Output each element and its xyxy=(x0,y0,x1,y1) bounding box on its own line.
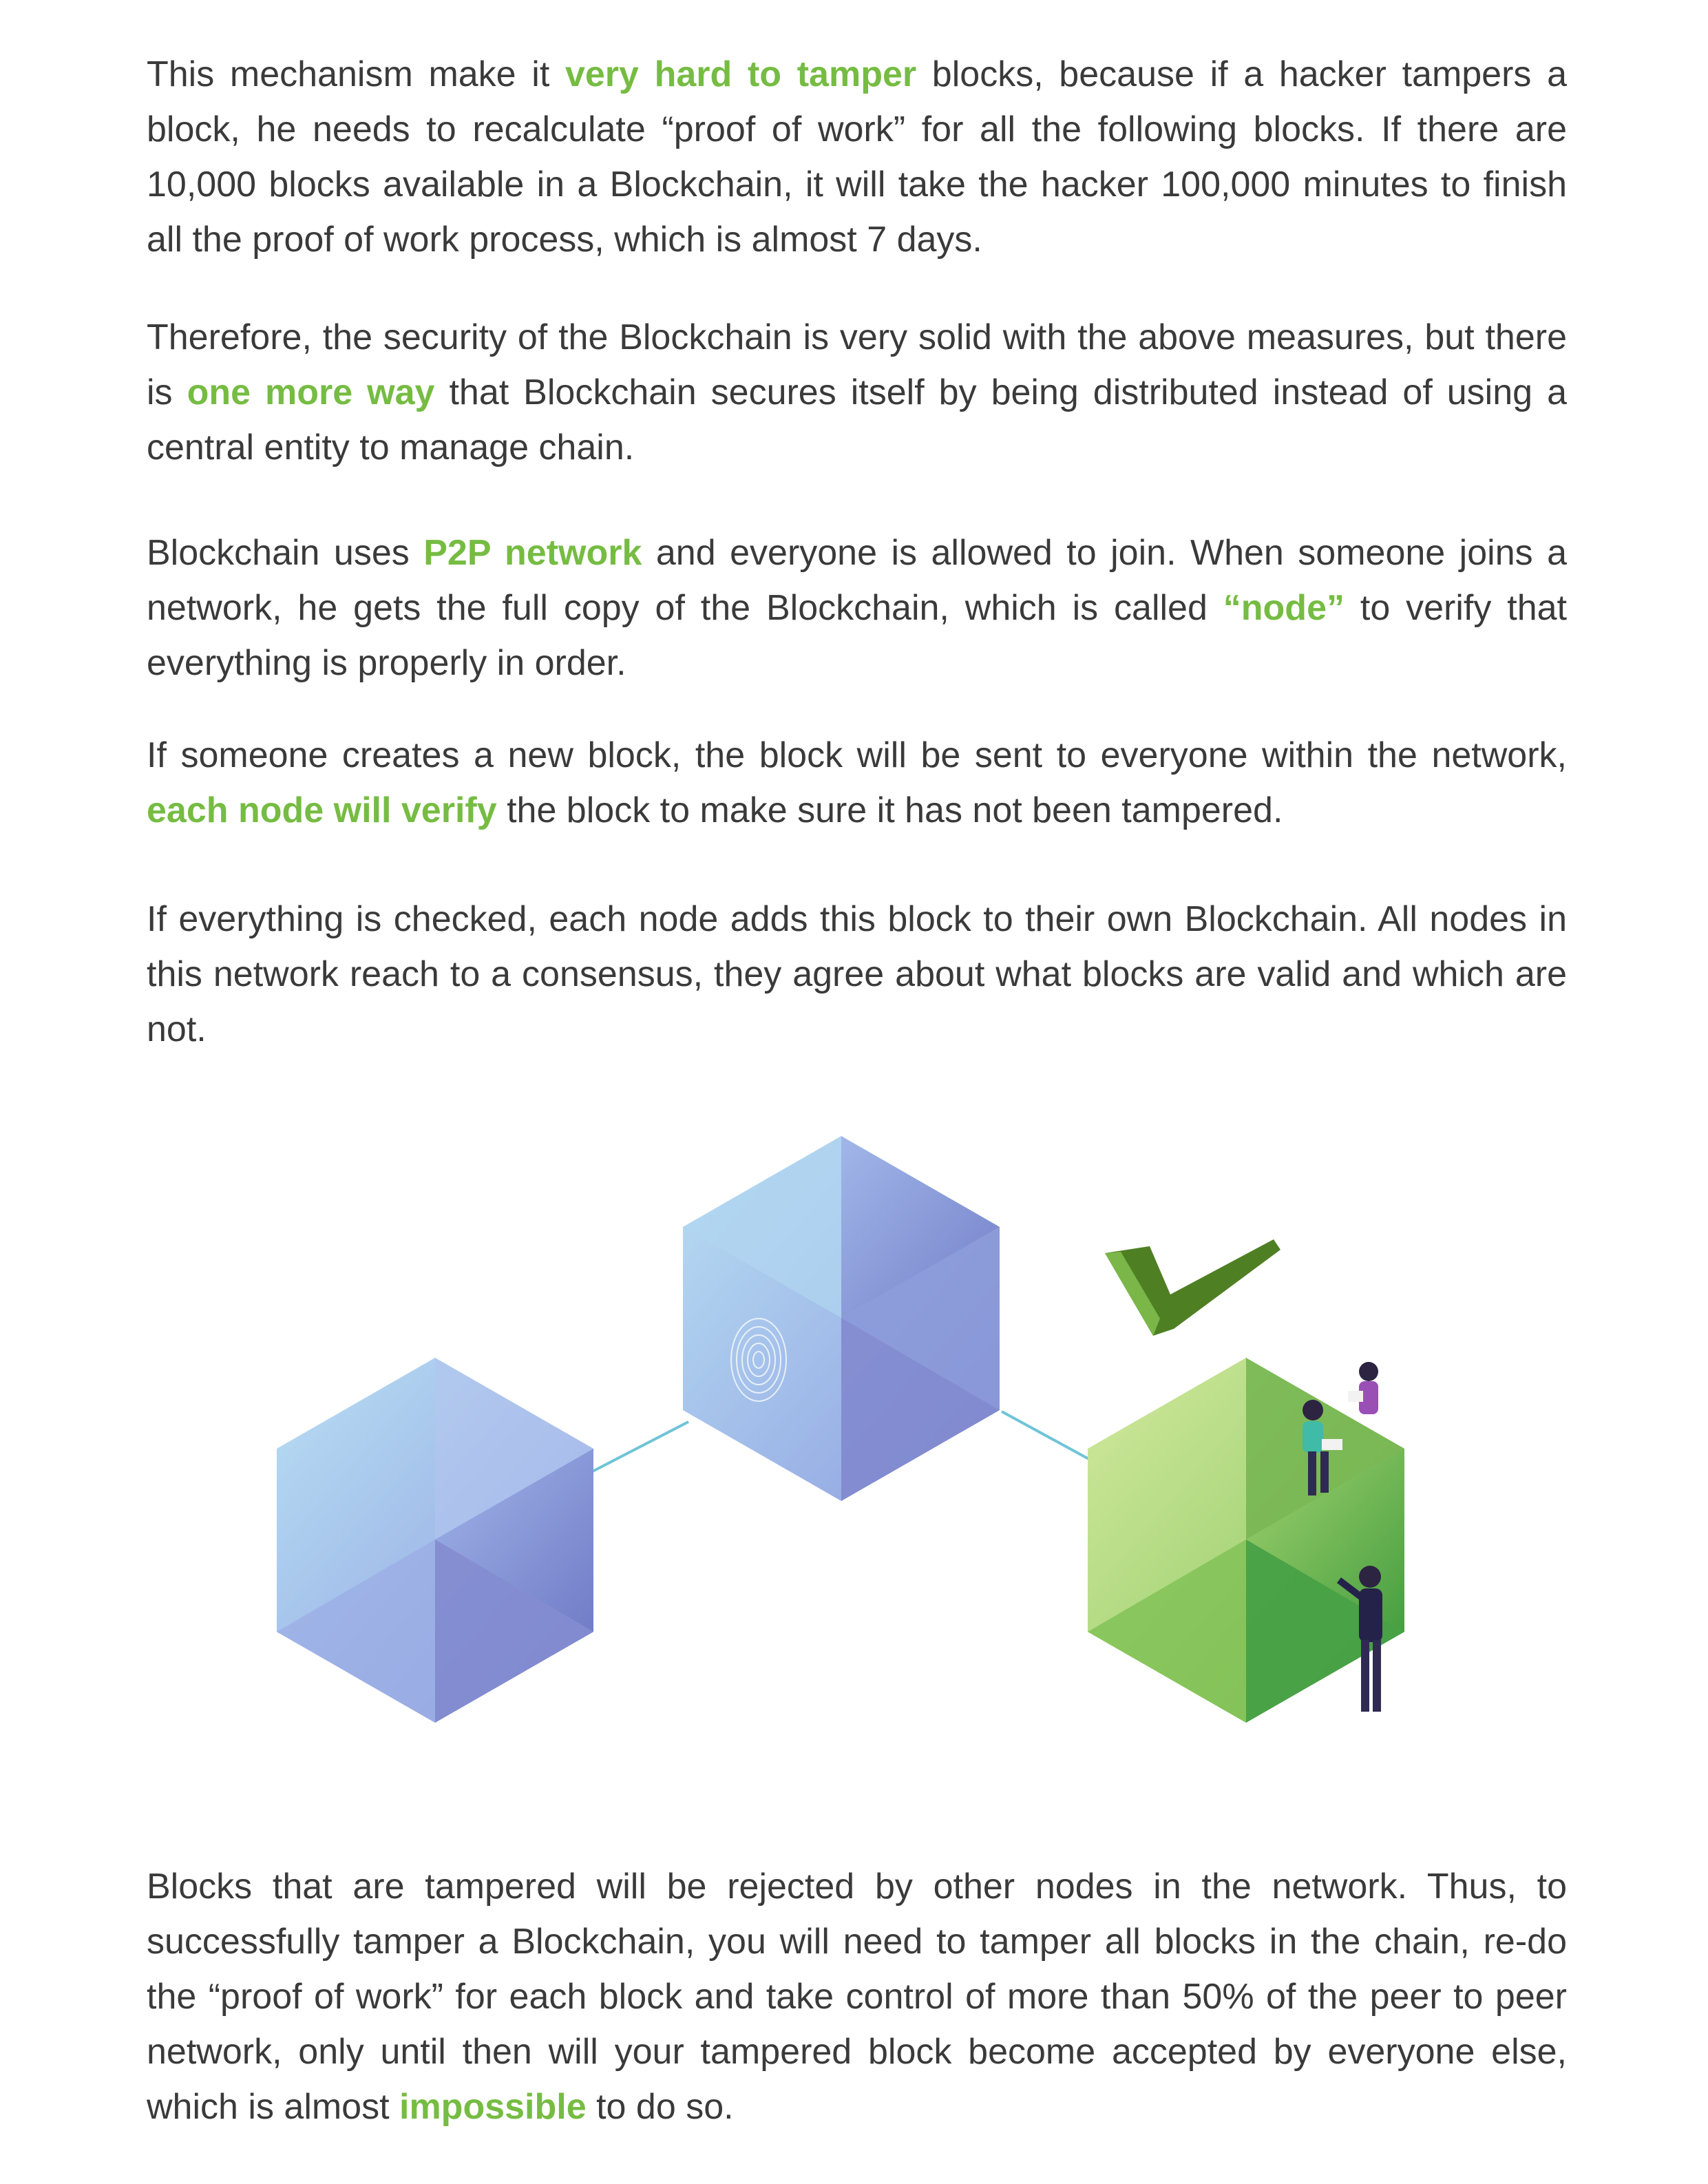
connector-line xyxy=(589,1422,688,1473)
text: to do so. xyxy=(586,2087,734,2127)
highlight: “node” xyxy=(1223,588,1345,628)
text: Blocks that are tampered will be rejected by other nodes in the network. Thus, to successfully tamper a Blockchain, you will need to tamper all blocks in the chain, re-do the “proof of work” for each block and take control of more than 50% of the peer to peer network, only until then will your tampered block become accepted by everyone else, which is almost xyxy=(147,1867,1567,2127)
text: If someone creates a new block, the block will be sent to everyone within the network, xyxy=(147,735,1567,775)
highlight: P2P network xyxy=(423,533,642,573)
blue-block-cube xyxy=(277,1358,593,1723)
text: that Blockchain secures itself by being distributed instead of using a central entity to manage chain. xyxy=(147,372,1567,468)
text: and everyone is allowed to join. When someone joins a network, he gets the full copy of the Blockchain, which is called xyxy=(147,533,1567,628)
text: If everything is checked, each node adds this block to their own Blockchain. All nodes in this network reach to a consensus, they agree about what blocks are valid and which are not. xyxy=(147,899,1567,1049)
paragraph-conclusion xyxy=(147,1859,1567,2134)
highlight: impossible xyxy=(399,2087,587,2127)
text: to verify that everything is properly in order. xyxy=(147,588,1567,683)
paragraph-tamper-difficulty xyxy=(147,47,1567,267)
paragraph-security xyxy=(147,310,1567,475)
green-verified-cube xyxy=(1088,1358,1404,1723)
text: the block to make sure it has not been tampered. xyxy=(496,790,1283,830)
text: blocks, because if a hacker tampers a block, he needs to recalculate “proof of work” for all the following blocks. If there are 10,000 blocks available in a Blockchain, it will take the hacker 100,000 minutes to finish all the proof of work process, which is almost 7 days. xyxy=(147,54,1568,260)
paragraph-consensus xyxy=(147,892,1567,1057)
highlight: each node will verify xyxy=(147,790,497,830)
paragraph-new-block xyxy=(147,728,1567,838)
text: This mechanism make it xyxy=(147,54,565,94)
blue-block-cube xyxy=(683,1136,1000,1501)
text: Blockchain uses xyxy=(147,533,424,573)
paragraph-p2p-network xyxy=(147,525,1567,691)
text: Therefore, the security of the Blockchain is very solid with the above measures, but there is xyxy=(147,317,1567,412)
checkmark-icon xyxy=(1105,1239,1280,1336)
highlight: one more way xyxy=(187,372,435,412)
blockchain-illustration xyxy=(262,1136,1459,1783)
highlight: very hard to tamper xyxy=(565,54,917,94)
